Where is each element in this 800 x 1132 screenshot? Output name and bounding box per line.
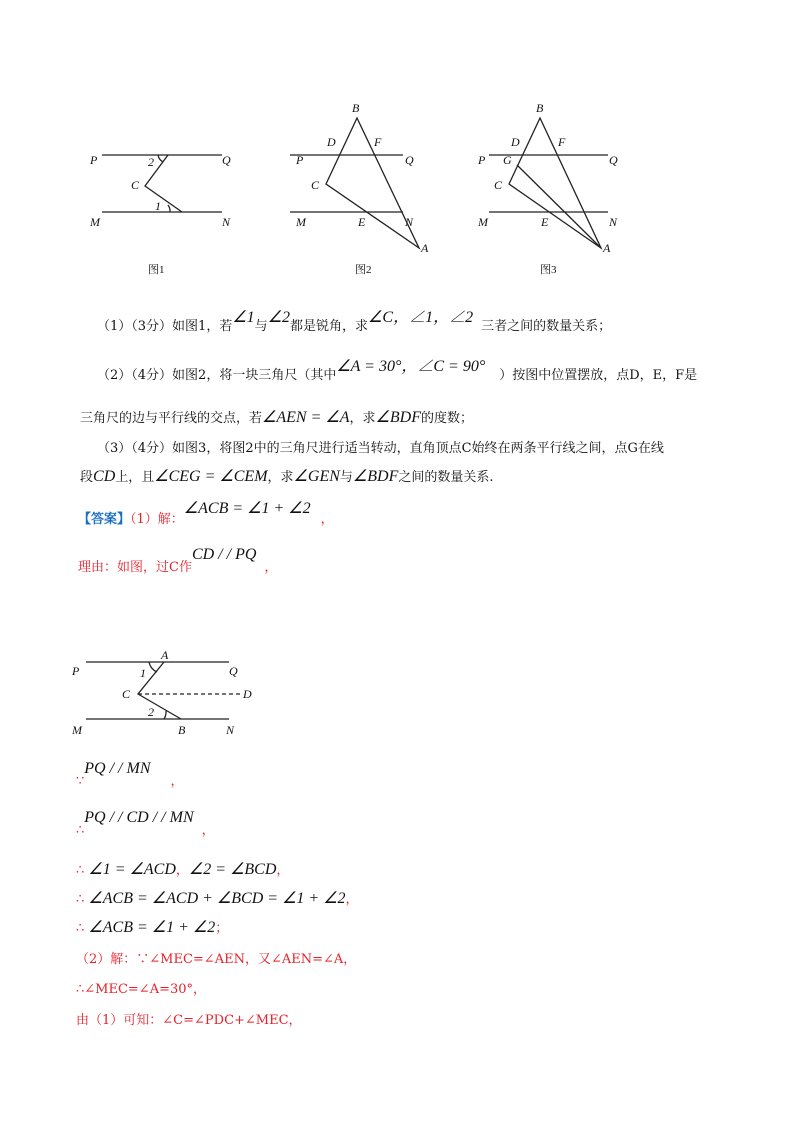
caption-fig3: 图3 — [540, 264, 557, 276]
label-P: P — [72, 664, 80, 678]
text: ， — [201, 823, 215, 838]
label-C: C — [122, 687, 131, 701]
question-2-cont — [80, 407, 473, 427]
label-P: P — [478, 153, 486, 167]
text: ， — [345, 892, 359, 907]
formula: CD / / PQ — [191, 546, 257, 563]
text: ， — [264, 560, 278, 575]
formula: ∠2 — [267, 309, 291, 326]
figure-1 — [89, 153, 231, 276]
formula: ∠ACB = ∠1 + ∠2 — [183, 500, 311, 517]
label-Q: Q — [405, 153, 414, 167]
formula: PQ / / CD / / MN — [84, 809, 194, 826]
label-E: E — [358, 215, 366, 229]
text: ∴ — [76, 892, 85, 907]
label-E: E — [541, 215, 549, 229]
text: ∴ — [76, 823, 85, 838]
answer-line-3 — [76, 760, 184, 790]
text: ， — [276, 863, 290, 878]
label-angle-2: 2 — [148, 155, 154, 169]
label-P: P — [90, 153, 98, 167]
text: ，求 — [349, 411, 376, 426]
answer-line-1 — [78, 500, 334, 528]
answer-line-5 — [76, 859, 289, 879]
label-N: N — [609, 215, 618, 229]
label-P: P — [296, 153, 304, 167]
label-M: M — [478, 215, 488, 229]
text: ∴ — [76, 921, 85, 936]
label-angle-1: 1 — [140, 666, 146, 680]
label-N: N — [405, 215, 414, 229]
label-B: B — [352, 101, 360, 115]
label-C: C — [311, 178, 320, 192]
text: 段 — [80, 470, 94, 485]
label-B: B — [536, 101, 544, 115]
caption-fig2: 图2 — [355, 264, 372, 276]
text: 三角尺的边与平行线的交点，若 — [80, 411, 263, 426]
answer-line-8: （2）解：∵∠MEC=∠AEN，又∠AEN=∠A， — [76, 952, 357, 967]
label-M: M — [296, 215, 306, 229]
text: 与 — [254, 319, 268, 334]
text: 的度数； — [420, 411, 473, 426]
text: 之间的数量关系. — [398, 470, 494, 485]
text: （1）（3分）如图1，若 — [97, 319, 233, 334]
label-F: F — [558, 135, 566, 149]
label-A: A — [421, 241, 429, 255]
answer-tag: 【答案】 — [78, 512, 131, 527]
text: ，求 — [267, 470, 294, 485]
text: ， — [170, 774, 184, 789]
formula: ∠ACB = ∠1 + ∠2 — [88, 919, 216, 936]
formula: ∠ACB = ∠ACD + ∠BCD = ∠1 + ∠2 — [88, 890, 346, 907]
answer-line-4 — [76, 809, 215, 839]
formula: ∠2 = ∠BCD — [188, 861, 277, 878]
text: ）按图中位置摆放，点D，E，F是 — [499, 368, 698, 383]
text: ∴ — [76, 863, 85, 878]
text: ； — [215, 921, 229, 936]
label-angle-2: 2 — [148, 705, 154, 719]
caption-fig1: 图1 — [148, 264, 165, 276]
answer-line-6 — [76, 888, 359, 908]
label-B: B — [178, 723, 186, 737]
text: ， — [320, 512, 334, 527]
label-Q: Q — [609, 153, 618, 167]
label-C: C — [131, 178, 140, 192]
text: ， — [175, 863, 189, 878]
formula: ∠BDF — [352, 468, 399, 485]
text: 三者之间的数量关系； — [481, 319, 612, 334]
formula: PQ / / MN — [84, 760, 151, 777]
label-D: D — [511, 135, 520, 149]
label-N: N — [222, 215, 231, 229]
label-D: D — [243, 687, 252, 701]
label-Q: Q — [222, 153, 231, 167]
question-3: （3）（4分）如图3，将图2中的三角尺进行适当转动，直角顶点C始终在两条平行线之间，点G在线 — [97, 441, 664, 456]
text: 都是锐角，求 — [290, 319, 369, 334]
label-D: D — [327, 135, 336, 149]
formula: CD — [93, 468, 116, 485]
label-M: M — [72, 723, 82, 737]
text: 上，且 — [115, 470, 155, 485]
answer-figure — [71, 648, 252, 737]
label-N: N — [226, 723, 235, 737]
label-angle-1: 1 — [155, 199, 161, 213]
formula: ∠A = 30°，∠C = 90° — [336, 358, 486, 375]
label-F: F — [374, 135, 382, 149]
formula: ∠C，∠1，∠2 — [368, 309, 474, 326]
text: ∵ — [76, 774, 85, 789]
answer-line-2 — [78, 546, 278, 576]
question-3-cont — [80, 466, 494, 486]
formula: ∠1 = ∠ACD — [88, 861, 176, 878]
answer-line-10: 由（1）可知：∠C=∠PDC+∠MEC， — [76, 1013, 302, 1028]
label-Q: Q — [229, 664, 238, 678]
answer-line-7 — [76, 917, 228, 937]
label-A: A — [603, 241, 611, 255]
question-2 — [97, 358, 698, 384]
text: 理由：如图，过C作 — [78, 560, 192, 575]
text: （2）（4分）如图2，将一块三角尺（其中 — [97, 368, 337, 383]
text: 与 — [339, 470, 353, 485]
label-G: G — [503, 153, 512, 167]
label-C: C — [494, 178, 503, 192]
text: （1）解： — [130, 512, 184, 527]
formula: ∠GEN — [293, 468, 340, 485]
formula: ∠BDF — [375, 409, 421, 426]
answer-line-9: ∴∠MEC=∠A=30°， — [76, 982, 207, 997]
question-1 — [97, 309, 612, 335]
formula: ∠1 — [232, 309, 255, 326]
figure-3 — [477, 101, 618, 276]
label-A: A — [161, 648, 169, 662]
figure-2 — [290, 101, 429, 276]
formula: ∠AEN = ∠A — [262, 409, 350, 426]
formula: ∠CEG = ∠CEM — [154, 468, 268, 485]
label-M: M — [90, 215, 100, 229]
